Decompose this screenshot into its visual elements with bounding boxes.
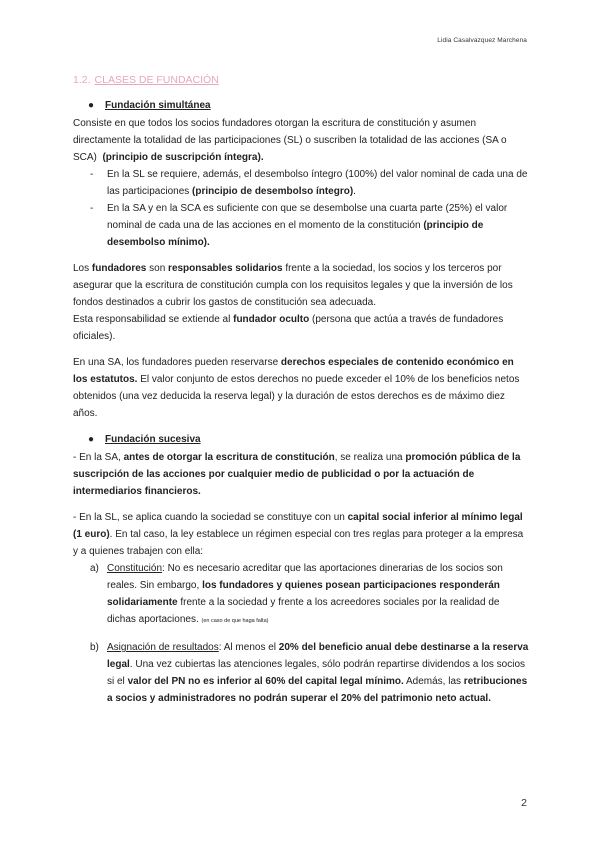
heading-simultanea	[88, 97, 529, 114]
page-content	[73, 72, 529, 707]
page-number: 2	[521, 797, 527, 809]
list-item: - En la SL se requiere, además, el desembolso íntegro (100%) del valor nominal de cada una de las participaciones (principio de desembolso íntegro).	[90, 169, 528, 197]
section-title	[73, 72, 529, 89]
list-item: - En la SA y en la SCA es suficiente con que se desembolse una cuarta parte (25%) el valor nominal de cada una de las acciones en el momento de la constitución (principio de desembolso mínimo).	[90, 203, 508, 248]
sl-rules-list	[73, 560, 529, 707]
section-title-text: CLASES DE FUNDACIÓN	[94, 74, 219, 86]
paragraph-sucesiva-sa: - En la SA, antes de otorgar la escritura de constitución, se realiza una promoción pública de la suscripción de las acciones por cualquier medio de publicidad o por la actuación de intermediarios financieros.	[73, 452, 521, 497]
paragraph-responsabilidad: Los fundadores son responsables solidarios frente a la sociedad, los socios y los terceros por asegurar que la escritura de constitución cumpla con los requisitos legales y que la inversión de los fondos destinados a cubrir los gastos de constitución sea adecuada.	[73, 263, 513, 308]
list-item-asignacion-resultados: b) Asignación de resultados: Al menos el 20% del beneficio anual debe destinarse a la reserva legal. Una vez cubiertas las atenciones legales, sólo podrán repartirse dividendos a los socios si el valor del PN no es inferior al 60% del capital legal mínimo. Además, las retribuciones a socios y administradores no podrán superar el 20% del patrimonio neto actual.	[90, 642, 529, 704]
section-number: 1.2.	[73, 74, 91, 86]
simultanea-list	[73, 166, 529, 251]
paragraph-derechos-especiales: En una SA, los fundadores pueden reservarse derechos especiales de contenido económico en los estatutos. El valor conjunto de estos derechos no puede exceder el 10% de los beneficios netos obtenidos (una vez deducida la reserva legal) y la duración de estos derechos es de máximo diez años.	[73, 357, 520, 419]
paragraph-simultanea-intro: Consiste en que todos los socios fundadores otorgan la escritura de constitución y asumen directamente la totalidad de las participaciones (SL) o suscriben la totalidad de las acciones (SA o SCA) (principio de suscripción íntegra).	[73, 118, 507, 163]
paragraph-fundador-oculto: Esta responsabilidad se extiende al fundador oculto (persona que actúa a través de fundadores oficiales).	[73, 314, 504, 342]
paragraph-sucesiva-sl: - En la SL, se aplica cuando la sociedad se constituye con un capital social inferior al mínimo legal (1 euro). En tal caso, la ley establece un régimen especial con tres reglas para proteger a la empresa y a quienes trabajen con ella:	[73, 512, 524, 557]
bullet-icon: ●	[88, 100, 95, 111]
author-header: Lidia Casalvazquez Marchena	[437, 37, 527, 44]
heading-sucesiva	[88, 431, 529, 448]
bullet-icon: ●	[88, 434, 95, 445]
heading-sucesiva-text: Fundación sucesiva	[105, 434, 201, 445]
list-item-constitucion: a) Constitución: No es necesario acreditar que las aportaciones dinerarias de los socios son reales. Sin embargo, los fundadores y quienes posean participaciones responderán solidariamente frente a la sociedad y frente a los acreedores sociales por la realidad de dichas aportaciones. (en caso de que haga falta)	[90, 563, 503, 625]
heading-simultanea-text: Fundación simultánea	[105, 100, 211, 111]
